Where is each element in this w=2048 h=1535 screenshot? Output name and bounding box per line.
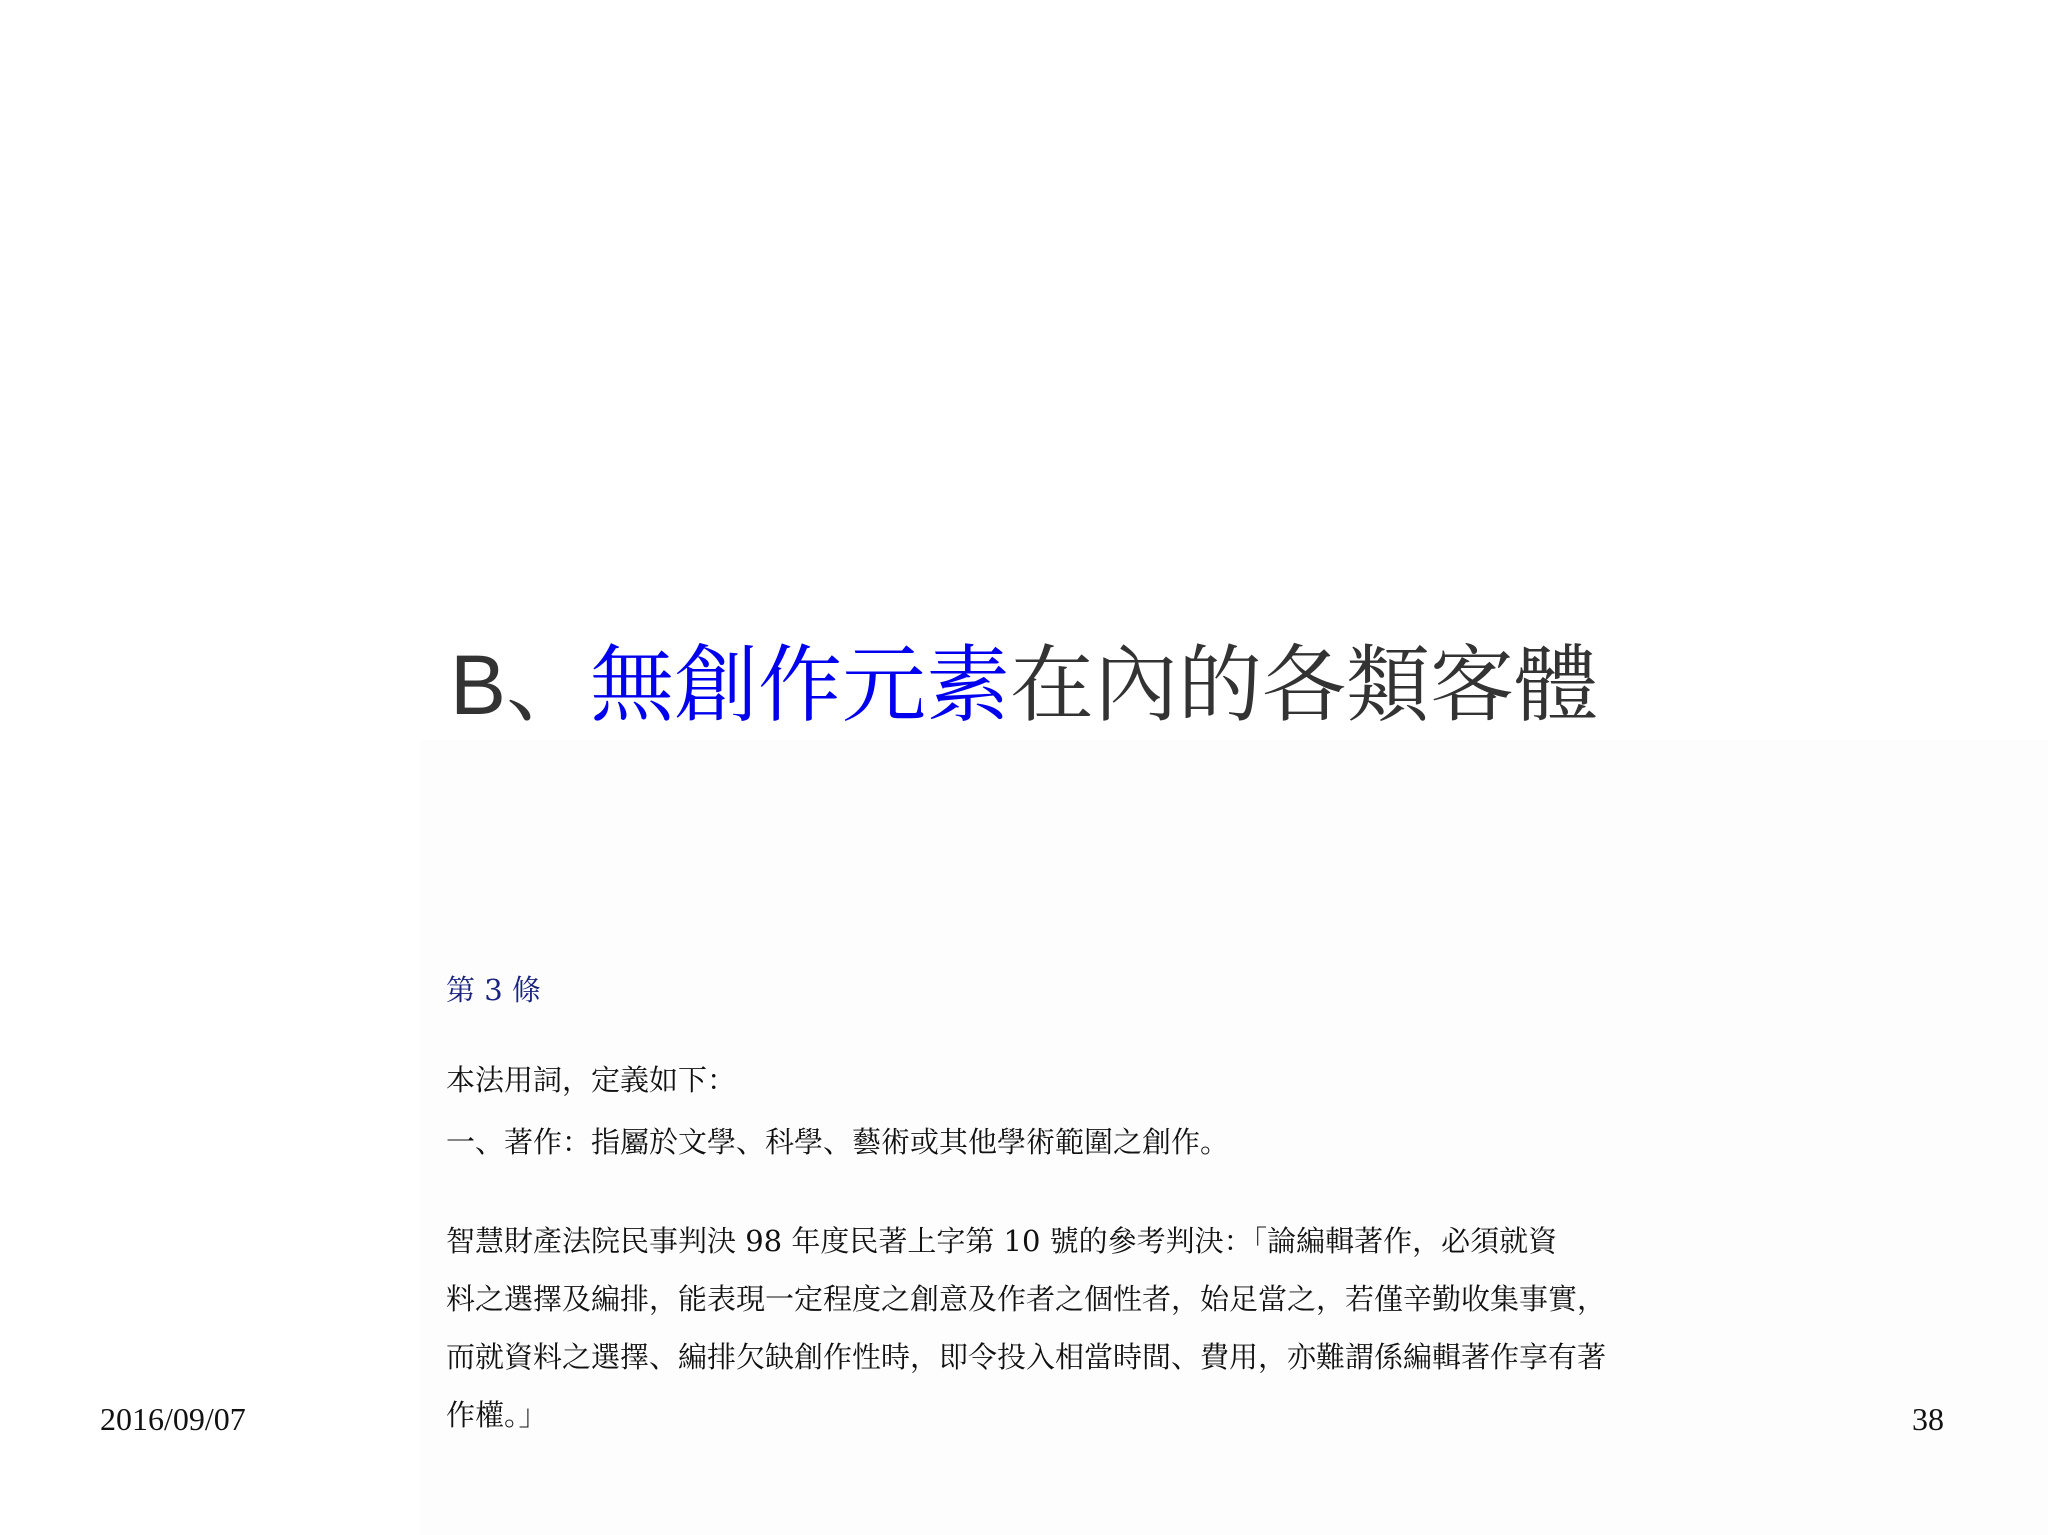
title-highlight: 無創作元素 [590,636,1011,734]
title-rest: 在內的各類客體 [1010,636,1599,734]
article-heading: 第 3 條 [446,973,541,1007]
slide-title [0,625,2048,745]
definition-item: 一、著作：指屬於文學、科學、藝術或其他學術範圍之創作。 [446,1125,1230,1159]
quote-line: 而就資料之選擇、編排欠缺創作性時，即令投入相當時間、費用，亦難謂係編輯著作享有著 [446,1340,1607,1374]
footer-date: 2016/09/07 [100,1401,246,1437]
quote-line: 作權。」 [446,1398,548,1432]
page-number: 38 [1912,1401,1944,1437]
quote-line: 料之選擇及編排，能表現一定程度之創意及作者之個性者，始足當之，若僅辛勤收集事實， [446,1282,1607,1316]
definition-intro: 本法用詞，定義如下： [446,1063,737,1097]
quote-line: 智慧財產法院民事判決 98 年度民著上字第 10 號的參考判決：「論編輯著作，必須就資 [446,1224,1558,1258]
title-prefix: B、 [449,638,590,732]
court-quote [446,1212,1706,1444]
